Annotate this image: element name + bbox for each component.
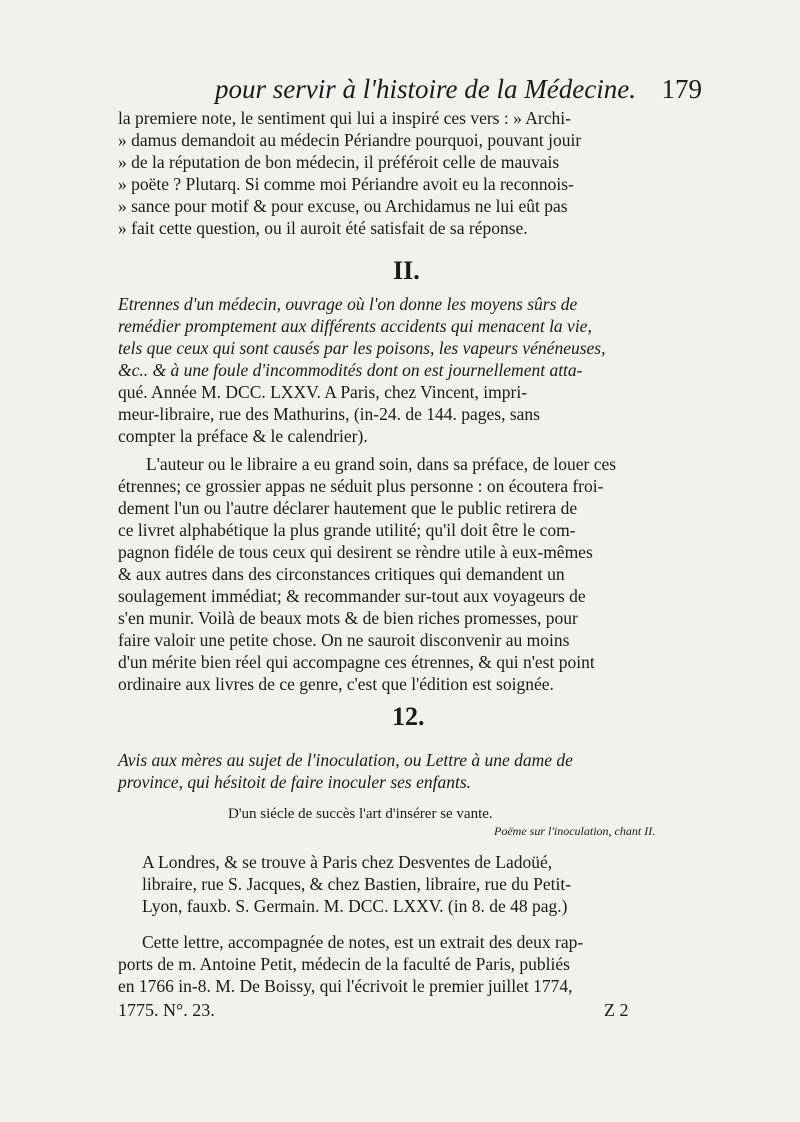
text-line: » fait cette question, ou il auroit été satisfait de sa réponse. [118,218,528,238]
text-line: remédier promptement aux différents accidents qui menacent la vie, [118,316,592,336]
epigraph-source: Poëme sur l'inoculation, chant II. [494,824,656,838]
text-line: ce livret alphabétique la plus grande utilité; qu'il doit être le com- [118,520,576,540]
text-line: ports de m. Antoine Petit, médecin de la faculté de Paris, publiés [118,954,570,974]
text-line: d'un mérite bien réel qui accompagne ces étrennes, & qui n'est point [118,652,595,672]
running-title: pour servir à l'histoire de la Médecine. [215,74,636,104]
text-line: province, qui hésitoit de faire inoculer ses enfants. [118,772,472,792]
text-line: compter la préface & le calendrier). [118,426,368,446]
text-line: pagnon fidéle de tous ceux qui desirent se rèndre utile à eux-mêmes [118,542,593,562]
text-line: L'auteur ou le libraire a eu grand soin, dans sa préface, de louer ces [146,454,617,474]
text-line: tels que ceux qui sont causés par les poisons, les vapeurs vénéneuses, [118,338,606,358]
text-line: A Londres, & se trouve à Paris chez Desventes de Ladoüé, [142,852,553,872]
text-line: libraire, rue S. Jacques, & chez Bastien, libraire, rue du Petit- [142,874,572,894]
text-line: Cette lettre, accompagnée de notes, est un extrait des deux rap- [142,932,584,952]
text-line: s'en munir. Voilà de beaux mots & de bien riches promesses, pour [118,608,578,628]
section-number: 12. [392,702,425,731]
text-line: Lyon, fauxb. S. Germain. M. DCC. LXXV. (in 8. de 48 pag.) [142,896,568,916]
text-line: & aux autres dans des circonstances critiques qui demandent un [118,564,565,584]
text-line: Etrennes d'un médecin, ouvrage où l'on donne les moyens sûrs de [118,294,578,314]
text-line: » damus demandoit au médecin Périandre pourquoi, pouvant jouir [118,130,582,150]
text-line: en 1766 in-8. M. De Boissy, qui l'écrivoit le premier juillet 1774, [118,976,573,996]
text-line: dement l'un ou l'autre déclarer hautement que le public retirera de [118,498,578,518]
gathering-mark: Z 2 [604,1000,629,1020]
signature-mark: 1775. N°. 23. [118,1000,215,1020]
text-line: faire valoir une petite chose. On ne sauroit disconvenir au moins [118,630,570,650]
text-line: » sance pour motif & pour excuse, ou Archidamus ne lui eût pas [118,196,568,216]
text-line: » poëte ? Plutarq. Si comme moi Périandre avoit eu la reconnois- [118,174,574,194]
page-number: 179 [661,74,702,104]
text-line: » de la réputation de bon médecin, il préféroit celle de mauvais [118,152,560,172]
text-line: soulagement immédiat; & recommander sur-tout aux voyageurs de [118,586,586,606]
text-line: ordinaire aux livres de ce genre, c'est que l'édition est soignée. [118,674,554,694]
running-header [215,74,710,110]
text-line: &c.. & à une foule d'incommodités dont on est journellement atta- [118,360,583,380]
section-number: II. [393,256,420,285]
text-line: la premiere note, le sentiment qui lui a inspiré ces vers : » Archi- [118,108,571,128]
text-line: qué. Année M. DCC. LXXV. A Paris, chez Vincent, impri- [118,382,528,402]
text-line: Avis aux mères au sujet de l'inoculation, ou Lettre à une dame de [118,750,573,770]
text-line: étrennes; ce grossier appas ne séduit plus personne : on écoutera froi- [118,476,604,496]
epigraph: D'un siécle de succès l'art d'insérer se vante. [228,806,493,822]
text-line: meur-libraire, rue des Mathurins, (in-24. de 144. pages, sans [118,404,540,424]
